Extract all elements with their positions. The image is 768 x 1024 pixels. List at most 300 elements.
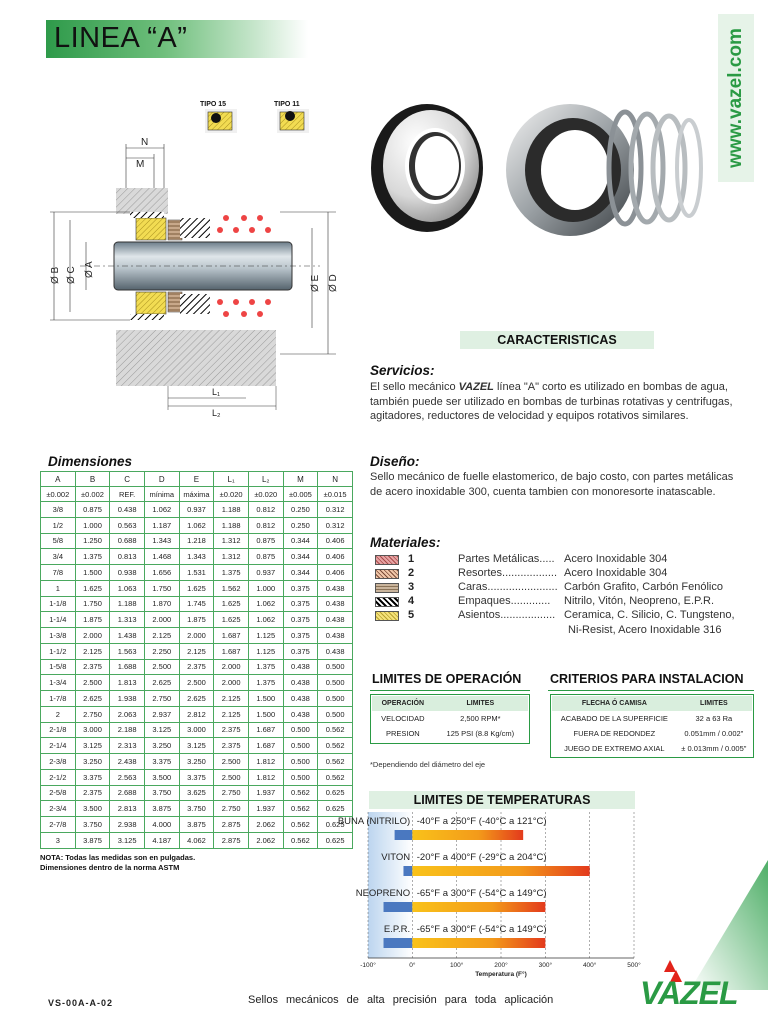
- table-cell: 0.500: [318, 691, 353, 707]
- table-cell: 0.562: [318, 738, 353, 754]
- table-cell: 2.625: [179, 691, 214, 707]
- table-cell: 0.344: [283, 549, 318, 565]
- table-cell: 0.812: [248, 502, 283, 518]
- table-cell: 1-1/2: [41, 643, 76, 659]
- x-tick-label: 500°: [627, 962, 641, 969]
- page-title: LINEA “A”: [54, 22, 188, 54]
- seat-ring: [371, 104, 483, 232]
- table-cell: 1.938: [110, 691, 145, 707]
- table-cell: 0.438: [283, 675, 318, 691]
- material-swatch-gasket: [375, 597, 399, 607]
- table-cell: 1.438: [110, 628, 145, 644]
- material-swatch-metal: [375, 555, 399, 565]
- table-header-cell: N: [318, 472, 353, 487]
- table-cell: 1.625: [75, 580, 110, 596]
- material-swatch-face: [375, 583, 399, 593]
- table-cell: 2.438: [110, 754, 145, 770]
- table-cell: 1.062: [248, 612, 283, 628]
- table-cell: FUERA DE REDONDEZ: [573, 728, 656, 738]
- table-cell: 5/8: [41, 533, 76, 549]
- table-header-cell: B: [75, 472, 110, 487]
- table-cell: 0.562: [283, 801, 318, 817]
- table-cell: 0.438: [318, 596, 353, 612]
- table-cell: 1-7/8: [41, 691, 76, 707]
- table-cell: ± 0.013mm / 0.005": [681, 743, 747, 753]
- table-subheader-cell: máxima: [179, 487, 214, 502]
- limites-operacion-heading: LIMITES DE OPERACIÓN: [372, 672, 522, 686]
- table-subheader-cell: ±0.015: [318, 487, 353, 502]
- table-cell: 0.812: [248, 517, 283, 533]
- dim-label-d: Ø D: [328, 274, 339, 292]
- table-cell: 2.625: [75, 691, 110, 707]
- table-cell: 2.125: [144, 628, 179, 644]
- material-swatch-seat: [375, 611, 399, 621]
- table-cell: 2-1/2: [41, 769, 76, 785]
- table-cell: 1-1/4: [41, 612, 76, 628]
- table-cell: 0.406: [318, 533, 353, 549]
- table-cell: 1.875: [75, 612, 110, 628]
- table-cell: 0.500: [318, 659, 353, 675]
- dimensions-note: [40, 853, 195, 873]
- table-cell: VELOCIDAD: [381, 713, 425, 723]
- material-name: Resortes..................: [458, 567, 558, 579]
- table-cell: 2.125: [214, 691, 249, 707]
- table-cell: 2.500: [179, 675, 214, 691]
- table-cell: 3.000: [75, 722, 110, 738]
- table-cell: 0.250: [283, 502, 318, 518]
- table-cell: 1.687: [214, 628, 249, 644]
- table-cell: 0.375: [283, 612, 318, 628]
- table-cell: 3.125: [110, 832, 145, 848]
- table-cell: 1.688: [110, 659, 145, 675]
- table-cell: 1.562: [214, 580, 249, 596]
- table-cell: 2.875: [214, 832, 249, 848]
- table-cell: 0.312: [318, 517, 353, 533]
- table-cell: 2.063: [110, 706, 145, 722]
- table-cell: 2.062: [248, 832, 283, 848]
- table-subheader-cell: ±0.002: [41, 487, 76, 502]
- table-cell: 2-1/8: [41, 722, 76, 738]
- material-number: 3: [408, 581, 415, 593]
- temperature-bar-hot: [412, 830, 523, 840]
- table-cell: 0.438: [110, 502, 145, 518]
- table-cell: 1-3/4: [41, 675, 76, 691]
- table-cell: 1.687: [248, 722, 283, 738]
- table-cell: 1/2: [41, 517, 76, 533]
- table-cell: 0.937: [179, 502, 214, 518]
- x-tick-label: 400°: [582, 962, 597, 969]
- table-cell: 2: [41, 706, 76, 722]
- diseno-text: Sello mecánico de fuelle elastomerico, de bajo costo, con partes metálicas de acero inoxidable 300, cuenta tambien con monoresorte inatascable.: [370, 471, 734, 498]
- table-cell: 2-7/8: [41, 817, 76, 833]
- table-cell: 1.000: [75, 517, 110, 533]
- table-cell: 2.812: [179, 706, 214, 722]
- table-cell: 1.937: [248, 785, 283, 801]
- table-cell: 1.250: [75, 533, 110, 549]
- table-cell: 2.750: [214, 801, 249, 817]
- servicios-text-post: línea "A" corto es utilizado en bombas de agua, también puede ser utilizado en bombas de turbinas rotativas y centrifugas, agitadores, reductores de velocidad y equipos rotativos similares.: [370, 381, 733, 422]
- dim-label-l2: L₂: [212, 408, 221, 418]
- table-cell: 2.500: [214, 769, 249, 785]
- table-cell: 1.687: [214, 643, 249, 659]
- table-cell: 0.438: [283, 691, 318, 707]
- table-cell: 2.000: [75, 628, 110, 644]
- table-cell: 1.375: [214, 565, 249, 581]
- table-cell: 1-5/8: [41, 659, 76, 675]
- table-cell: 2.750: [144, 691, 179, 707]
- table-cell: 0.438: [283, 706, 318, 722]
- website-url[interactable]: www.vazel.com: [725, 28, 746, 168]
- table-cell: 2.750: [75, 706, 110, 722]
- table-row: [41, 565, 353, 581]
- table-cell: ACABADO DE LA SUPERFICIE: [560, 713, 668, 723]
- table-cell: 2-1/4: [41, 738, 76, 754]
- table-cell: 0.500: [283, 769, 318, 785]
- criterios-instalacion-frame: [550, 694, 754, 758]
- table-cell: 1.468: [144, 549, 179, 565]
- table-cell: 1-1/8: [41, 596, 76, 612]
- table-cell: 0.625: [318, 832, 353, 848]
- servicios-text: [370, 380, 748, 424]
- table-cell: 2-5/8: [41, 785, 76, 801]
- spring-seal: [506, 104, 701, 236]
- table-header-cell: L₁: [214, 472, 249, 487]
- table-cell: 2.375: [179, 659, 214, 675]
- table-cell: 4.000: [144, 817, 179, 833]
- table-header-cell: A: [41, 472, 76, 487]
- x-tick-label: -100°: [360, 962, 376, 969]
- table-cell: 0.438: [318, 643, 353, 659]
- table-header-cell: D: [144, 472, 179, 487]
- tipo-11-label: TIPO 11: [274, 101, 300, 108]
- table-cell: 0.406: [318, 565, 353, 581]
- title-band: [46, 20, 308, 58]
- table-cell: 1.375: [248, 659, 283, 675]
- table-cell: 1.875: [179, 612, 214, 628]
- x-tick-label: 0°: [409, 962, 416, 969]
- table-subheader-cell: ±0.020: [248, 487, 283, 502]
- servicios-brand: VAZEL: [458, 381, 494, 393]
- table-header-cell: E: [179, 472, 214, 487]
- table-cell: 3/8: [41, 502, 76, 518]
- table-cell: 4.062: [179, 832, 214, 848]
- material-number: 4: [408, 595, 415, 607]
- table-cell: 1.375: [248, 675, 283, 691]
- table-cell: 3.125: [144, 722, 179, 738]
- table-cell: 3.375: [75, 769, 110, 785]
- temperature-bar-hot: [412, 902, 545, 912]
- table-cell: 1.625: [179, 580, 214, 596]
- table-subheader-cell: ±0.005: [283, 487, 318, 502]
- table-cell: 1.745: [179, 596, 214, 612]
- temperature-range-label: -40°F a 250°F (-40°C a 121°C): [416, 816, 547, 827]
- table-cell: 0.406: [318, 549, 353, 565]
- table-cell: 1.062: [144, 502, 179, 518]
- table-cell: 2.500: [144, 659, 179, 675]
- table-cell: 2.313: [110, 738, 145, 754]
- table-cell: 1.500: [75, 565, 110, 581]
- dim-label-b: Ø B: [50, 266, 61, 284]
- table-cell: 4.187: [144, 832, 179, 848]
- table-row: [41, 785, 353, 801]
- table-cell: 0.375: [283, 580, 318, 596]
- table-cell: 0.625: [318, 801, 353, 817]
- table-cell: 3.250: [144, 738, 179, 754]
- seal-product-photo: [365, 92, 707, 244]
- temperaturas-heading: LIMITES DE TEMPERATURAS: [369, 791, 635, 809]
- table-cell: 2.375: [75, 659, 110, 675]
- table-cell: 2.375: [75, 785, 110, 801]
- table-cell: 2.500: [75, 675, 110, 691]
- table-row: [41, 628, 353, 644]
- table-cell: 1.188: [110, 596, 145, 612]
- table-cell: 125 PSI (8.8 Kg/cm): [446, 728, 515, 738]
- table-row: [41, 754, 353, 770]
- material-swatch-spring: [375, 569, 399, 579]
- x-tick-label: 100°: [449, 962, 464, 969]
- table-cell: 1.531: [179, 565, 214, 581]
- table-cell: PRESION: [385, 728, 420, 738]
- table-cell: 1.687: [248, 738, 283, 754]
- website-band: [718, 14, 754, 182]
- material-name: Caras.......................: [458, 581, 558, 593]
- table-cell: 1.937: [248, 801, 283, 817]
- dimensiones-heading: Dimensiones: [48, 454, 133, 469]
- table-row: [41, 549, 353, 565]
- table-cell: 1.312: [214, 549, 249, 565]
- temperature-bar-cold: [395, 830, 413, 840]
- table-cell: 1.500: [248, 691, 283, 707]
- table-cell: 2.125: [179, 643, 214, 659]
- table-row: [41, 675, 353, 691]
- table-subheader-cell: mínima: [144, 487, 179, 502]
- table-cell: 3: [41, 832, 76, 848]
- table-cell: 1.812: [248, 754, 283, 770]
- table-cell: 2.188: [110, 722, 145, 738]
- temperature-series-label: NEOPRENO: [355, 888, 411, 899]
- table-cell: 0.051mm / 0.002": [684, 728, 744, 738]
- table-cell: 1.656: [144, 565, 179, 581]
- table-cell: 3.125: [179, 738, 214, 754]
- rpm-footnote: *Dependiendo del diámetro del eje: [370, 760, 486, 769]
- table-cell: 3.750: [144, 785, 179, 801]
- table-row: [41, 738, 353, 754]
- table-header-cell: M: [283, 472, 318, 487]
- x-tick-label: 300°: [538, 962, 553, 969]
- table-cell: 3.750: [75, 817, 110, 833]
- table-cell: 0.438: [318, 628, 353, 644]
- caracteristicas-heading: CARACTERISTICAS: [460, 331, 654, 349]
- table-cell: 2.937: [144, 706, 179, 722]
- table-row: [41, 502, 353, 518]
- table-subheader-cell: ±0.020: [214, 487, 249, 502]
- table-cell: 0.375: [283, 628, 318, 644]
- table-cell: 0.938: [110, 565, 145, 581]
- table-cell: 2.688: [110, 785, 145, 801]
- table-cell: 1.125: [248, 628, 283, 644]
- table-cell: 1.063: [110, 580, 145, 596]
- materiales-heading: Materiales:: [370, 535, 441, 550]
- table-cell: 1-3/8: [41, 628, 76, 644]
- table-cell: 3.500: [75, 801, 110, 817]
- table-cell: 1: [41, 580, 76, 596]
- table-cell: 0.562: [318, 754, 353, 770]
- table-subheader-cell: ±0.002: [75, 487, 110, 502]
- table-cell: 1.188: [214, 502, 249, 518]
- table-cell: 1.125: [248, 643, 283, 659]
- table-header-cell: LIMITES: [676, 697, 751, 711]
- temperature-bar-cold: [384, 902, 413, 912]
- dim-label-n: N: [141, 137, 149, 148]
- table-cell: 0.438: [283, 659, 318, 675]
- table-cell: 3.875: [144, 801, 179, 817]
- table-row: [41, 722, 353, 738]
- table-cell: 3.000: [179, 722, 214, 738]
- table-cell: 2.125: [75, 643, 110, 659]
- table-cell: 0.375: [283, 643, 318, 659]
- vazel-logo: [638, 952, 758, 1010]
- material-value: Acero Inoxidable 304: [564, 553, 668, 565]
- table-row: [41, 817, 353, 833]
- material-value: Nitrilo, Vitón, Neopreno, E.P.R.: [564, 595, 715, 607]
- table-cell: 1.812: [248, 769, 283, 785]
- table-cell: 0.625: [318, 785, 353, 801]
- table-cell: 2.000: [214, 659, 249, 675]
- table-cell: 3.875: [179, 817, 214, 833]
- table-cell: 2-3/4: [41, 801, 76, 817]
- table-cell: 0.500: [283, 754, 318, 770]
- temperature-series-label: E.P.R.: [383, 924, 411, 935]
- table-row: [41, 691, 353, 707]
- dim-label-m: M: [136, 159, 145, 170]
- footer-tagline: Sellos mecánicos de alta precisión para toda aplicación: [248, 994, 554, 1006]
- table-cell: 2.938: [110, 817, 145, 833]
- temperature-series-label: BUNA (NITRILO): [337, 816, 411, 827]
- table-cell: 1.870: [144, 596, 179, 612]
- temperature-range-label: -20°F a 400°F (-29°C a 204°C): [416, 852, 547, 863]
- table-cell: 1.187: [144, 517, 179, 533]
- table-cell: 2.375: [214, 722, 249, 738]
- table-cell: 2,500 RPM*: [460, 713, 501, 723]
- servicios-heading: Servicios:: [370, 363, 435, 378]
- table-cell: 1.750: [75, 596, 110, 612]
- table-cell: 1.313: [110, 612, 145, 628]
- table-cell: 2.813: [110, 801, 145, 817]
- table-row: [41, 659, 353, 675]
- material-name: Partes Metálicas.....: [458, 553, 555, 565]
- limites-operacion-rule: [370, 690, 530, 691]
- table-cell: 1.813: [110, 675, 145, 691]
- material-value: Carbón Grafito, Carbón Fenólico: [564, 581, 723, 593]
- table-cell: 0.375: [283, 596, 318, 612]
- table-cell: 2.625: [144, 675, 179, 691]
- table-cell: 2.000: [179, 628, 214, 644]
- table-cell: 0.875: [248, 533, 283, 549]
- table-cell: 0.937: [248, 565, 283, 581]
- table-cell: 0.500: [318, 675, 353, 691]
- table-cell: 2.062: [248, 817, 283, 833]
- table-cell: 0.625: [318, 817, 353, 833]
- table-cell: 0.563: [110, 517, 145, 533]
- temperature-bar-hot: [412, 938, 545, 948]
- table-cell: 0.688: [110, 533, 145, 549]
- table-cell: 2-3/8: [41, 754, 76, 770]
- material-name: Empaques.............: [458, 595, 551, 607]
- material-number: 1: [408, 553, 415, 565]
- table-cell: 3.250: [179, 754, 214, 770]
- table-cell: 3.875: [75, 832, 110, 848]
- table-cell: 1.375: [75, 549, 110, 565]
- table-cell: 0.813: [110, 549, 145, 565]
- dimensions-note-line-2: Dimensiones dentro de la norma ASTM: [40, 863, 180, 872]
- table-row: [41, 580, 353, 596]
- table-cell: 1.062: [248, 596, 283, 612]
- table-cell: 1.625: [214, 612, 249, 628]
- seal-cross-section-drawing: [40, 92, 358, 422]
- table-header-cell: L₂: [248, 472, 283, 487]
- table-header-cell: OPERACIÓN: [373, 697, 434, 711]
- table-cell: 1.312: [214, 533, 249, 549]
- table-cell: 1.563: [110, 643, 145, 659]
- table-cell: 3/4: [41, 549, 76, 565]
- table-cell: 3.250: [75, 754, 110, 770]
- table-cell: 1.750: [144, 580, 179, 596]
- temperature-chart: [337, 812, 652, 984]
- dimensions-table-body: [41, 502, 353, 849]
- x-axis-label: Temperatura (F°): [475, 971, 527, 978]
- table-cell: 0.500: [318, 706, 353, 722]
- table-cell: 0.500: [283, 722, 318, 738]
- table-row: [41, 801, 353, 817]
- temperature-series-label: VITON: [381, 852, 411, 863]
- table-cell: 2.375: [214, 738, 249, 754]
- dim-label-l1: L₁: [212, 387, 221, 397]
- table-row: [41, 517, 353, 533]
- temperature-range-label: -65°F a 300°F (-54°C a 149°C): [416, 888, 547, 899]
- temperature-bar-cold: [403, 866, 412, 876]
- servicios-text-pre: El sello mecánico: [370, 381, 459, 393]
- table-cell: 2.250: [144, 643, 179, 659]
- table-cell: 0.562: [283, 832, 318, 848]
- criterios-instalacion-rule: [548, 690, 754, 691]
- table-row: [41, 832, 353, 848]
- material-number: 2: [408, 567, 415, 579]
- table-cell: 3.125: [75, 738, 110, 754]
- table-cell: 1.218: [179, 533, 214, 549]
- diseno-heading: Diseño:: [370, 454, 420, 469]
- table-row: [41, 533, 353, 549]
- temperature-range-label: -65°F a 300°F (-54°C a 149°C): [416, 924, 547, 935]
- table-cell: 3.750: [179, 801, 214, 817]
- criterios-instalacion-heading: CRITERIOS PARA INSTALACION: [550, 672, 744, 686]
- table-header-row: [41, 472, 353, 487]
- table-cell: 0.500: [283, 738, 318, 754]
- table-cell: 7/8: [41, 565, 76, 581]
- table-cell: 0.344: [283, 533, 318, 549]
- table-row: [41, 706, 353, 722]
- table-cell: 0.562: [283, 817, 318, 833]
- table-cell: 1.500: [248, 706, 283, 722]
- table-cell: 2.750: [214, 785, 249, 801]
- dim-label-a: Ø A: [84, 261, 95, 278]
- table-cell: 3.375: [179, 769, 214, 785]
- table-cell: 1.343: [179, 549, 214, 565]
- limites-operacion-frame: [370, 694, 530, 744]
- table-cell: 2.125: [214, 706, 249, 722]
- table-cell: 32 a 63 Ra: [695, 713, 733, 723]
- table-cell: 0.250: [283, 517, 318, 533]
- table-cell: 3.500: [144, 769, 179, 785]
